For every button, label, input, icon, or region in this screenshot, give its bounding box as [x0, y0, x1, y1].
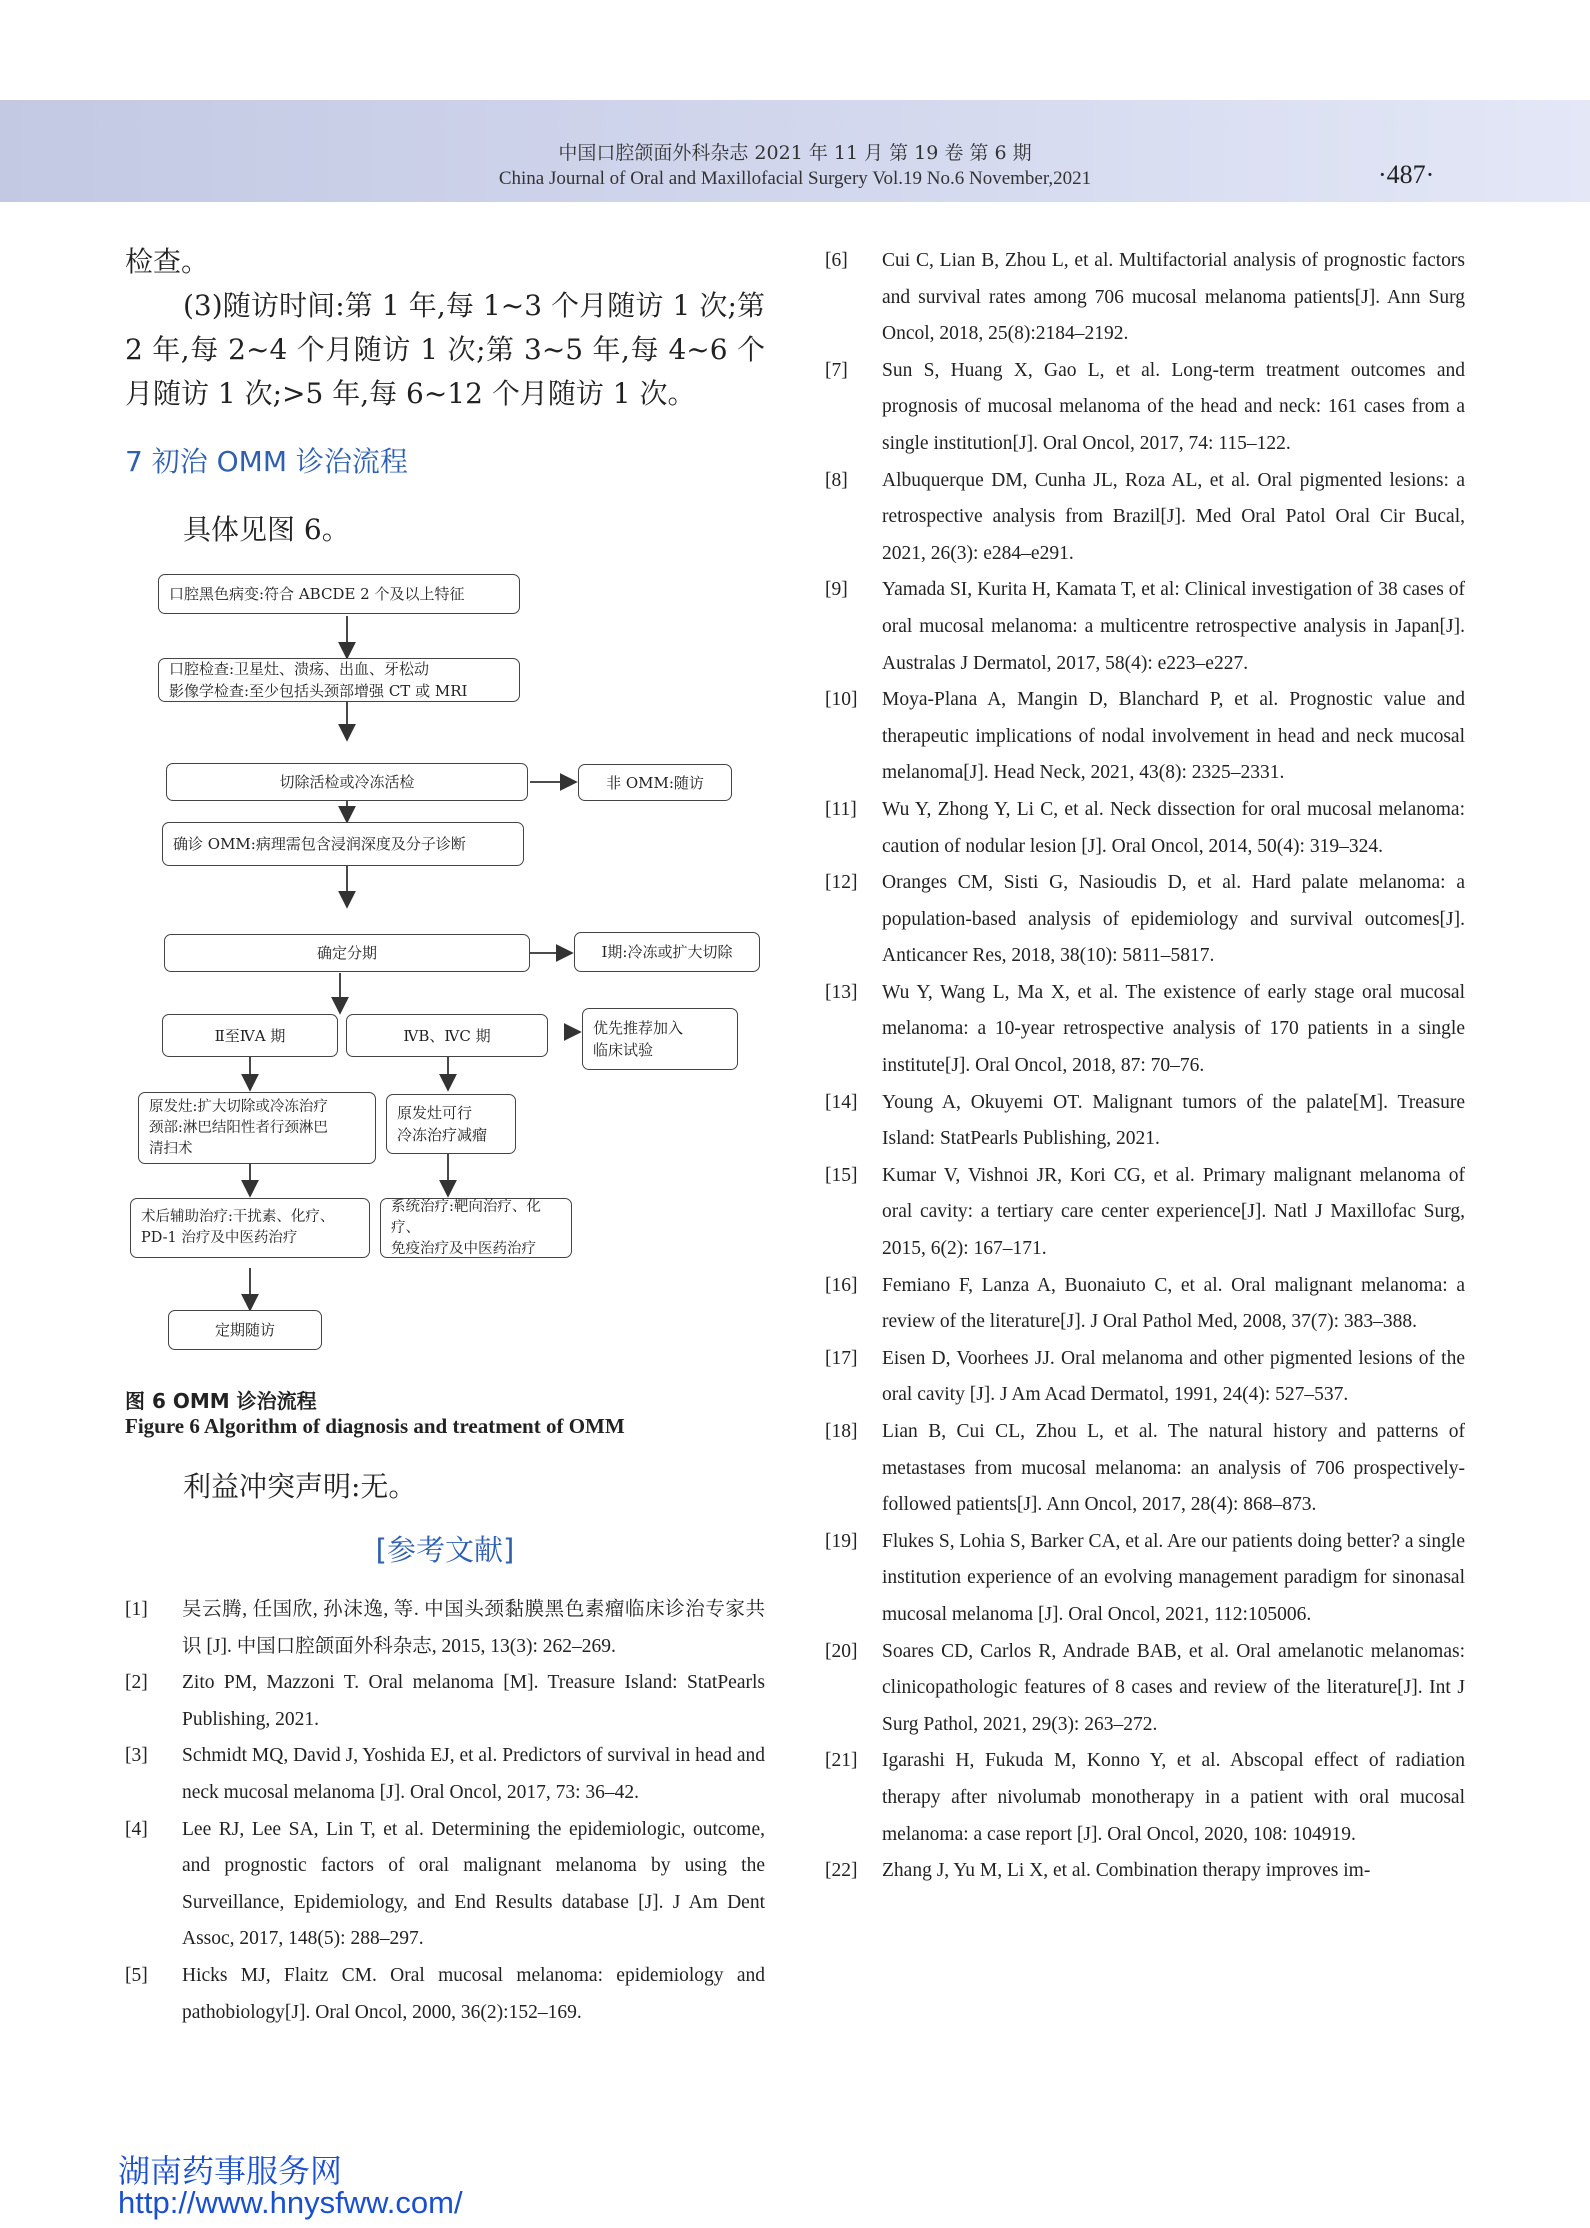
- flow-text-systemic-1: 系统治疗:靶向治疗、化疗、: [391, 1198, 541, 1236]
- reference-text: Hicks MJ, Flaitz CM. Oral mucosal melanoma: epidemiology and pathobiology[J]. Oral Oncol, 2000, 36(2):152–169.: [182, 1964, 765, 2023]
- reference-item: [825, 1085, 1465, 1158]
- reference-list-right: [825, 243, 1465, 1890]
- reference-number: [15]: [825, 1164, 858, 1186]
- flow-text-primary-2: 颈部:淋巴结阳性者行颈淋巴: [149, 1119, 328, 1136]
- flow-text-staging: 确定分期: [316, 944, 377, 962]
- reference-item: [125, 1592, 765, 1665]
- reference-text: Young A, Okuyemi OT. Malignant tumors of the palate[M]. Treasure Island: StatPearls Publishing, 2021.: [882, 1091, 1465, 1150]
- figure-caption-cn: 图 6 OMM 诊治流程: [125, 1389, 317, 1413]
- reference-text: Eisen D, Voorhees JJ. Oral melanoma and other pigmented lesions of the oral cavity [J]. J Am Acad Dermatol, 1991, 24(4): 527–537.: [882, 1347, 1465, 1406]
- flow-text-imaging: 影像学检查:至少包括头颈部增强 CT 或 MRI: [169, 682, 468, 700]
- flow-box-clinical-trial: [582, 1008, 738, 1070]
- reference-text: Wu Y, Zhong Y, Li C, et al. Neck dissection for oral mucosal melanoma: caution of nodular lesion [J]. Oral Oncol, 2014, 50(4): 319–324.: [882, 798, 1465, 857]
- flow-box-biopsy: [166, 763, 528, 801]
- references-title: [参考文献]: [375, 1533, 515, 1567]
- reference-number: [2]: [125, 1672, 148, 1694]
- section-title: 7 初治 OMM 诊治流程: [125, 445, 408, 478]
- flow-text-non-omm: 非 OMM:随访: [606, 773, 704, 792]
- reference-number: [3]: [125, 1745, 148, 1767]
- reference-text: Cui C, Lian B, Zhou L, et al. Multifactorial analysis of prognostic factors and survival rates among 706 mucosal melanoma patients[J]. Ann Surg Oncol, 2018, 25(8):2184–2192.: [882, 250, 1465, 345]
- reference-item: [825, 1853, 1465, 1890]
- reference-number: [10]: [825, 689, 858, 711]
- reference-item: [825, 572, 1465, 682]
- reference-text: Oranges CM, Sisti G, Nasioudis D, et al. Hard palate melanoma: a population-based analysis of epidemiology and survival outcomes[J]. Anticancer Res, 2018, 38(10): 5811–5817.: [882, 872, 1465, 967]
- reference-text: Kumar V, Vishnoi JR, Kori CG, et al. Primary malignant melanoma of oral cavity: a tertiary care center experience[J]. Natl J Maxillofac Surg, 2015, 6(2): 167–171.: [882, 1164, 1465, 1260]
- flow-box-staging: [164, 934, 530, 972]
- flow-text-primary-1: 原发灶:扩大切除或冷冻治疗: [149, 1098, 328, 1115]
- reference-text: Moya-Plana A, Mangin D, Blanchard P, et al. Prognostic value and therapeutic implications of nodal involvement in head and neck mucosal melanoma[J]. Head Neck, 2021, 43(8): 2325–2331.: [882, 689, 1465, 784]
- reference-text: Sun S, Huang X, Gao L, et al. Long-term treatment outcomes and prognosis of mucosal melanoma of the head and neck: 161 cases from a single institution[J]. Oral Oncol, 2017, 74: 115–122.: [882, 359, 1465, 454]
- reference-number: [16]: [825, 1274, 858, 1296]
- reference-item: [825, 792, 1465, 865]
- reference-text: Wu Y, Wang L, Ma X, et al. The existence of early stage oral mucosal melanoma: a 10-year retrospective analysis of 170 patients in a single institute[J]. Oral Oncol, 2018, 87: 70–76.: [882, 981, 1465, 1077]
- paragraph-continued: 检查。: [125, 245, 210, 278]
- watermark-site-name: 湖南药事服务网: [118, 2152, 343, 2190]
- reference-item: [825, 1414, 1465, 1524]
- flow-box-exam: [158, 658, 520, 702]
- flowchart: [130, 570, 770, 1360]
- flow-text-adjuvant-2: PD-1 治疗及中医药治疗: [141, 1230, 298, 1246]
- flow-text-stage1: Ⅰ期:冷冻或扩大切除: [601, 943, 733, 961]
- paragraph-followup: (3)随访时间:第 1 年,每 1~3 个月随访 1 次;第 2 年,每 2~4 个月随访 1 次;第 3~5 年,每 4~6 个月随访 1 次;>5 年,每 6~12 个月随访 1 次。: [125, 289, 765, 410]
- watermark-url-link[interactable]: http://www.hnysfww.com/: [118, 2185, 463, 2220]
- left-column-text: [125, 240, 765, 416]
- see-figure-text: 具体见图 6。: [183, 513, 350, 546]
- reference-item: [825, 243, 1465, 353]
- reference-number: [4]: [125, 1818, 148, 1840]
- reference-item: [125, 1812, 765, 1958]
- flow-box-diagnosis: [162, 822, 524, 866]
- reference-text: Yamada SI, Kurita H, Kamata T, et al: Clinical investigation of 38 cases of oral mucosal melanoma: a multicentre retrospective analysis in Japan[J]. Australas J Dermatol, 2017, 58(4): e223–e227.: [882, 579, 1465, 674]
- reference-item: [825, 1634, 1465, 1744]
- reference-item: [825, 1158, 1465, 1268]
- flow-text-stage2-4a: Ⅱ至ⅣA 期: [214, 1026, 286, 1045]
- reference-text: Soares CD, Carlos R, Andrade BAB, et al. Oral amelanotic melanomas: clinicopathologic features of 8 cases and review of the literature[J]. Int J Surg Pathol, 2021, 29(3): 263–272.: [882, 1640, 1465, 1735]
- flow-text-stage4b-4c: ⅣB、ⅣC 期: [403, 1026, 491, 1045]
- reference-number: [21]: [825, 1750, 858, 1772]
- flow-box-primary-surgery: [138, 1092, 376, 1164]
- reference-item: [825, 975, 1465, 1085]
- reference-number: [5]: [125, 1964, 148, 1986]
- reference-text: Femiano F, Lanza A, Buonaiuto C, et al. Oral malignant melanoma: a review of the literature[J]. J Oral Pathol Med, 2008, 37(7): 383–388.: [882, 1274, 1465, 1333]
- reference-number: [8]: [825, 469, 848, 491]
- reference-text: Zhang J, Yu M, Li X, et al. Combination therapy improves im-: [882, 1860, 1371, 1882]
- reference-item: [825, 682, 1465, 792]
- reference-text: Schmidt MQ, David J, Yoshida EJ, et al. Predictors of survival in head and neck mucosal melanoma [J]. Oral Oncol, 2017, 73: 36–42.: [182, 1745, 765, 1803]
- reference-text: Albuquerque DM, Cunha JL, Roza AL, et al. Oral pigmented lesions: a retrospective analysis from Brazil[J]. Med Oral Patol Oral Cir Bucal, 2021, 26(3): e284–e291.: [882, 469, 1465, 564]
- flow-box-adjuvant: [130, 1198, 370, 1258]
- flow-text-lesion: 口腔黑色病变:符合 ABCDE 2 个及以上特征: [169, 585, 465, 603]
- flow-box-cryo-debulk: [386, 1094, 516, 1154]
- reference-item: [125, 1738, 765, 1811]
- reference-number: [9]: [825, 579, 848, 601]
- flow-text-cryo-2: 冷冻治疗减瘤: [397, 1126, 488, 1144]
- reference-item: [825, 1268, 1465, 1341]
- reference-text: Zito PM, Mazzoni T. Oral melanoma [M]. Treasure Island: StatPearls Publishing, 2021.: [182, 1672, 765, 1730]
- page-number: ·487·: [1378, 160, 1435, 189]
- reference-number: [22]: [825, 1860, 858, 1882]
- reference-item: [825, 463, 1465, 573]
- flow-text-trial-1: 优先推荐加入: [593, 1019, 684, 1037]
- reference-number: [17]: [825, 1347, 858, 1369]
- flow-text-diagnosis: 确诊 OMM:病理需包含浸润深度及分子诊断: [173, 835, 466, 853]
- reference-number: [13]: [825, 981, 858, 1003]
- flow-text-adjuvant-1: 术后辅助治疗:干扰素、化疗、: [141, 1209, 335, 1225]
- reference-text: Flukes S, Lohia S, Barker CA, et al. Are our patients doing better? a single institution experience of an evolving management paradigm for sinonasal mucosal melanoma [J]. Oral Oncol, 2021, 112:105006.: [882, 1530, 1465, 1625]
- flow-box-stage1: [574, 932, 760, 972]
- reference-number: [1]: [125, 1599, 148, 1620]
- reference-item: [825, 865, 1465, 975]
- reference-number: [6]: [825, 250, 848, 271]
- flow-box-stage4b-4c: [346, 1014, 548, 1057]
- reference-number: [20]: [825, 1640, 858, 1662]
- flow-text-systemic-2: 免疫治疗及中医药治疗: [391, 1240, 536, 1257]
- reference-text: Lee RJ, Lee SA, Lin T, et al. Determining the epidemiologic, outcome, and prognostic factors of oral malignant melanoma by using the Surveillance, Epidemiology, and End Results database [J]. J Am Dent Assoc, 2017, 148(5): 288–297.: [182, 1818, 765, 1950]
- reference-item: [125, 1958, 765, 2031]
- reference-item: [125, 1665, 765, 1738]
- reference-text: Lian B, Cui CL, Zhou L, et al. The natural history and patterns of metastases from mucosal melanoma: an analysis of 706 prospectively-followed patients[J]. Ann Oncol, 2017, 28(4): 868–873.: [882, 1421, 1465, 1516]
- flow-box-stage2-4a: [162, 1014, 338, 1057]
- reference-number: [14]: [825, 1091, 858, 1113]
- reference-number: [19]: [825, 1530, 858, 1552]
- reference-item: [825, 1524, 1465, 1634]
- reference-number: [18]: [825, 1421, 858, 1442]
- flow-text-primary-3: 清扫术: [149, 1140, 193, 1157]
- reference-number: [7]: [825, 359, 848, 381]
- figure-caption-en: Figure 6 Algorithm of diagnosis and treatment of OMM: [125, 1414, 625, 1438]
- flow-text-oral-exam: 口腔检查:卫星灶、溃疡、出血、牙松动: [169, 660, 430, 678]
- flow-box-non-omm: [578, 764, 732, 801]
- reference-text: 吴云腾, 任国欣, 孙沫逸, 等. 中国头颈黏膜黑色素瘤临床诊治专家共识 [J]. 中国口腔颌面外科杂志, 2015, 13(3): 262–269.: [182, 1599, 765, 1657]
- reference-item: [825, 353, 1465, 463]
- flow-text-trial-2: 临床试验: [593, 1041, 654, 1059]
- conflict-statement: 利益冲突声明:无。: [183, 1470, 417, 1503]
- journal-header-cn: 中国口腔颌面外科杂志 2021 年 11 月 第 19 卷 第 6 期: [558, 142, 1032, 164]
- reference-item: [825, 1341, 1465, 1414]
- reference-number: [11]: [825, 798, 857, 820]
- flow-box-followup: [168, 1310, 322, 1350]
- flow-text-cryo-1: 原发灶可行: [397, 1104, 473, 1122]
- flow-box-systemic: [380, 1198, 572, 1258]
- flow-text-biopsy: 切除活检或冷冻活检: [279, 773, 415, 791]
- reference-item: [825, 1743, 1465, 1853]
- flow-box-lesion: [158, 574, 520, 614]
- reference-number: [12]: [825, 872, 858, 894]
- journal-header-en: China Journal of Oral and Maxillofacial Surgery Vol.19 No.6 November,2021: [498, 168, 1092, 189]
- reference-text: Igarashi H, Fukuda M, Konno Y, et al. Abscopal effect of radiation therapy after nivolumab monotherapy in a patient with oral mucosal melanoma: a case report [J]. Oral Oncol, 2020, 108: 104919.: [882, 1750, 1465, 1845]
- flow-text-followup: 定期随访: [214, 1321, 275, 1339]
- reference-list-left: [125, 1592, 765, 2031]
